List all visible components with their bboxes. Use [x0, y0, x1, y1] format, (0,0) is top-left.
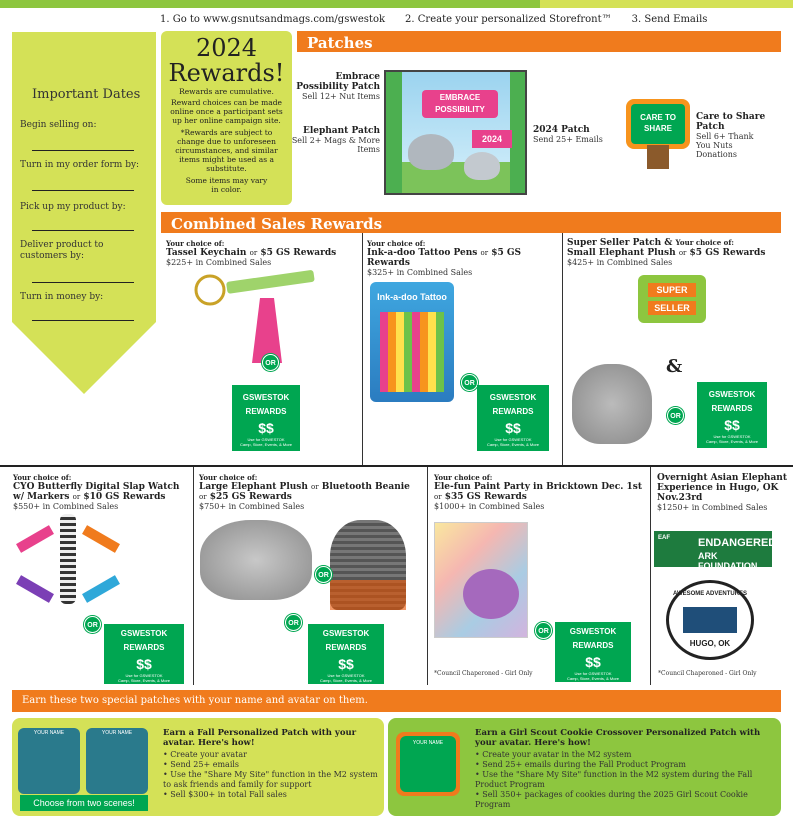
cookie-patch-text	[475, 728, 775, 810]
2024-patch-info	[533, 125, 603, 144]
small-elephant-plush-icon	[572, 364, 652, 444]
marker-orange	[82, 525, 120, 553]
reward-425	[567, 238, 781, 267]
sign-super: SUPER	[648, 283, 696, 297]
choice-label: Your choice of:	[675, 238, 734, 247]
card-title: GSWESTOK	[242, 393, 290, 402]
reward-325-gs: $5 GS Rewards	[367, 248, 522, 268]
date-line	[32, 320, 134, 321]
2024-patch-sub: Send 25+ Emails	[533, 135, 603, 144]
choice-label: Your choice of:	[166, 239, 225, 248]
reward-325-name: Ink-a-doo Tattoo Pens	[367, 248, 478, 258]
reward-550-sales: $550+ in Combined Sales	[13, 502, 119, 511]
reward-1000	[434, 473, 648, 511]
reward-425-name1: Super Seller Patch &	[567, 238, 673, 248]
beanie-lining	[330, 580, 406, 610]
reward-550-gs: $10 GS Rewards	[83, 492, 166, 502]
or-badge: OR	[84, 616, 101, 633]
card-use: Use for GSWESTOK	[494, 437, 532, 442]
combined-sales-header: Combined Sales Rewards	[161, 212, 781, 233]
scene1-name-tag: YOUR NAME	[33, 730, 65, 736]
or-badge: OR	[461, 374, 478, 391]
card-title2: REWARDS	[123, 643, 165, 652]
cookie-list	[475, 750, 775, 810]
reward-225-gs: $5 GS Rewards	[260, 248, 337, 258]
reward-750-sales: $750+ in Combined Sales	[199, 502, 305, 511]
reward-750	[199, 473, 425, 511]
pens	[380, 312, 444, 392]
grass	[386, 162, 527, 195]
sidebar-item-begin: Begin selling on:	[20, 120, 97, 130]
elephant-icon	[408, 134, 454, 170]
embrace-banner-line1: EMBRACE	[439, 93, 481, 102]
tattoo-pkg-label: Ink-a-doo Tattoo	[377, 292, 447, 302]
ampersand: &	[666, 356, 683, 377]
rewards-line1: Rewards are cumulative.	[179, 87, 274, 96]
care-badge-line2: SHARE	[643, 124, 672, 133]
care-patch-name: Care to Share Patch	[696, 112, 766, 132]
baby-elephant-icon	[464, 152, 500, 180]
fall-patch-text	[163, 728, 378, 800]
or-badge: OR	[285, 614, 302, 631]
top-bar-lime	[540, 0, 793, 8]
card-use: Use for GSWESTOK	[125, 673, 163, 678]
skyline	[683, 607, 737, 633]
or-word: or	[311, 483, 319, 491]
card-dollars: $$	[585, 654, 601, 670]
chaperone-note: *Council Chaperoned - Girl Only	[658, 670, 757, 677]
gs-rewards-card	[477, 385, 549, 451]
sign-seller: SELLER	[648, 301, 696, 315]
card-dollars: $$	[338, 656, 354, 672]
chaperone-note: *Council Chaperoned - Girl Only	[434, 670, 533, 677]
or-badge: OR	[667, 407, 684, 424]
divider	[362, 233, 363, 465]
care-to-share-badge	[626, 99, 690, 149]
divider	[427, 467, 428, 685]
painted-elephant	[463, 569, 519, 619]
card-use: Use for GSWESTOK	[247, 437, 285, 442]
embrace-banner	[422, 90, 498, 118]
list-item: • Use the "Share My Site" function in the M2 system during the Fall Product Program	[475, 770, 775, 790]
card-title: GSWESTOK	[322, 629, 370, 638]
sidebar-item-order: Turn in my order form by:	[20, 160, 140, 170]
card-title2: REWARDS	[572, 641, 614, 650]
slap-watch-icon	[60, 514, 76, 604]
list-item: • Create your avatar	[163, 750, 378, 760]
card-title: GSWESTOK	[569, 627, 617, 636]
eaf-tag: EAF	[658, 535, 670, 541]
rewards-year: 2024	[195, 34, 258, 62]
date-line	[32, 190, 134, 191]
reward-1250	[657, 473, 789, 512]
or-word: or	[434, 493, 442, 501]
patch-artwork	[384, 70, 527, 195]
gs-rewards-card	[104, 624, 184, 684]
choice-label: Your choice of:	[13, 473, 72, 482]
reward-750-name: Large Elephant Plush	[199, 482, 308, 492]
date-line	[32, 150, 134, 151]
date-line	[32, 282, 134, 283]
choice-label: Your choice of:	[367, 239, 426, 248]
scene2-name-tag: YOUR NAME	[101, 730, 133, 736]
card-title2: REWARDS	[492, 407, 534, 416]
card-dollars: $$	[136, 656, 152, 672]
bamboo-right	[510, 72, 526, 195]
card-title: GSWESTOK	[708, 390, 756, 399]
elephant-patch-info	[290, 126, 380, 154]
card-title: GSWESTOK	[489, 393, 537, 402]
steps-row	[160, 14, 707, 25]
reward-1000-name: Ele-fun Paint Party in Bricktown Dec. 1st	[434, 482, 642, 492]
gs-rewards-card	[232, 385, 300, 451]
reward-1250-name: Overnight Asian Elephant Experience in Hugo, OK Nov.23rd	[657, 473, 787, 503]
card-title: GSWESTOK	[120, 629, 168, 638]
year-banner: 2024	[472, 130, 512, 148]
card-camp: Camp, Store, Events, & More	[566, 676, 620, 681]
awesome-adventures-logo	[666, 580, 754, 660]
card-dollars: $$	[505, 420, 521, 436]
reward-225	[166, 239, 361, 267]
or-word: or	[678, 249, 687, 257]
reward-325-sales: $325+ in Combined Sales	[367, 268, 473, 277]
card-use: Use for GSWESTOK	[574, 671, 612, 676]
care-badge-inner	[631, 104, 685, 144]
divider	[562, 233, 563, 465]
care-patch-info	[696, 112, 768, 159]
embrace-patch-info	[290, 72, 380, 101]
gs-rewards-card	[697, 382, 767, 448]
elephant-patch-sub: Sell 2+ Mags & More Items	[291, 136, 380, 154]
sidebar-item-deliver: Deliver product to customers by:	[20, 240, 104, 261]
large-elephant-plush-icon	[200, 520, 312, 600]
card-camp: Camp, Store, Events, & More	[239, 442, 293, 447]
reward-1000-gs: $35 GS Rewards	[444, 492, 527, 502]
paint-party-canvas-icon	[434, 522, 528, 638]
or-word: or	[249, 249, 258, 257]
list-item: • Send 25+ emails	[163, 760, 378, 770]
rewards-title: Rewards!	[168, 59, 285, 87]
card-camp: Camp, Store, Events, & More	[319, 678, 373, 683]
reward-750-gs: $25 GS Rewards	[209, 492, 292, 502]
cookie-name-tag: YOUR NAME	[412, 740, 444, 746]
aw-line2: HUGO, OK	[689, 639, 731, 648]
reward-550-name: CYO Butterfly Digital Slap Watch w/ Markers	[13, 482, 180, 502]
fall-list	[163, 750, 378, 800]
cookie-patch-title: Earn a Girl Scout Cookie Crossover Personalized Patch with your avatar. Here's how!	[475, 728, 761, 748]
reward-425-name2: Small Elephant Plush	[567, 248, 676, 258]
card-use: Use for GSWESTOK	[713, 434, 751, 439]
earn-header: Earn these two special patches with your name and avatar on them.	[12, 690, 781, 712]
2024-patch-name: 2024 Patch	[533, 125, 590, 135]
care-patch-sub: Sell 6+ Thank You Nuts Donations	[696, 132, 754, 159]
bamboo-left	[386, 72, 402, 195]
embrace-patch-name: Embrace Possibility Patch	[296, 72, 380, 92]
or-badge: OR	[535, 622, 552, 639]
sidebar-item-pickup: Pick up my product by:	[20, 202, 126, 212]
list-item: • Use the "Share My Site" function in the M2 system to ask friends and family for support	[163, 770, 378, 790]
row-divider	[0, 465, 793, 467]
rewards-line3: *Rewards are subject to change due to unforeseen circumstances, and similar items might be used as a substitute.	[175, 128, 278, 173]
reward-325	[367, 239, 562, 277]
fall-patch-scene1	[18, 728, 80, 794]
reward-425-sales: $425+ in Combined Sales	[567, 258, 673, 267]
rewards-line4: Some items may vary in color.	[185, 176, 268, 194]
reward-225-name: Tassel Keychain	[166, 248, 247, 258]
tassel-keychain-icon	[190, 268, 330, 368]
or-badge: OR	[262, 354, 279, 371]
step-1: 1. Go to www.gsnutsandmags.com/gswestok	[160, 14, 386, 25]
super-seller-patch	[638, 275, 706, 323]
elephant-patch-name: Elephant Patch	[302, 126, 380, 136]
divider	[650, 467, 651, 685]
embrace-patch-sub: Sell 12+ Nut Items	[301, 92, 380, 101]
list-item: • Sell 350+ packages of cookies during the 2025 Girl Scout Cookie Program	[475, 790, 775, 810]
eaf-line2: ARK FOUNDATION	[698, 551, 758, 571]
rewards-info-box	[161, 31, 292, 205]
patches-header: Patches	[297, 31, 781, 52]
cookie-patch-icon	[396, 732, 460, 796]
divider	[193, 467, 194, 685]
embrace-banner-line2: POSSIBILITY	[435, 105, 485, 114]
choice-label: Your choice of:	[199, 473, 258, 482]
marker-pink	[16, 525, 54, 553]
or-word: or	[72, 493, 81, 501]
endangered-ark-logo	[654, 531, 777, 571]
gs-rewards-card	[555, 622, 631, 682]
tattoo-pens-icon	[370, 282, 454, 402]
reward-750-name2: Bluetooth Beanie	[321, 482, 410, 492]
care-badge-line1: CARE TO	[640, 113, 676, 122]
marker-purple	[16, 575, 54, 603]
reward-425-gs: $5 GS Rewards	[689, 248, 766, 258]
fall-patch-title: Earn a Fall Personalized Patch with your avatar. Here's how!	[163, 728, 357, 748]
choose-scenes-label: Choose from two scenes!	[20, 795, 148, 811]
card-camp: Camp, Store, Events, & More	[486, 442, 540, 447]
gs-rewards-card	[308, 624, 384, 684]
list-item: • Send 25+ emails during the Fall Product Program	[475, 760, 775, 770]
eaf-line1: ENDANGERED	[698, 537, 777, 549]
date-line	[32, 230, 134, 231]
list-item: • Create your avatar in the M2 system	[475, 750, 775, 760]
or-word: or	[199, 493, 207, 501]
fall-patch-scene2	[86, 728, 148, 794]
step-3: 3. Send Emails	[631, 14, 708, 25]
or-word: or	[480, 249, 489, 257]
choice-label: Your choice of:	[434, 473, 493, 482]
step-2: 2. Create your personalized Storefront™	[405, 14, 612, 25]
card-use: Use for GSWESTOK	[327, 673, 365, 678]
reward-1000-sales: $1000+ in Combined Sales	[434, 502, 545, 511]
card-dollars: $$	[258, 420, 274, 436]
reward-225-sales: $225+ in Combined Sales	[166, 258, 272, 267]
card-dollars: $$	[724, 417, 740, 433]
aw-line1: AWESOME ADVENTURES	[672, 591, 748, 597]
or-badge: OR	[315, 566, 332, 583]
sidebar-item-money: Turn in money by:	[20, 292, 104, 302]
list-item: • Sell $300+ in total Fall sales	[163, 790, 378, 800]
card-camp: Camp, Store, Events, & More	[117, 678, 171, 683]
bluetooth-beanie-icon	[330, 520, 406, 610]
sign-post	[647, 145, 669, 169]
card-title2: REWARDS	[711, 404, 753, 413]
reward-1250-sales: $1250+ in Combined Sales	[657, 503, 768, 512]
marker-blue	[82, 575, 120, 603]
card-title2: REWARDS	[245, 407, 287, 416]
card-camp: Camp, Store, Events, & More	[705, 439, 759, 444]
card-title2: REWARDS	[325, 643, 367, 652]
reward-550	[13, 473, 191, 511]
rewards-line2: Reward choices can be made online once a participant sets up her online campaign site.	[170, 98, 283, 125]
sidebar-title: Important Dates	[32, 87, 141, 102]
